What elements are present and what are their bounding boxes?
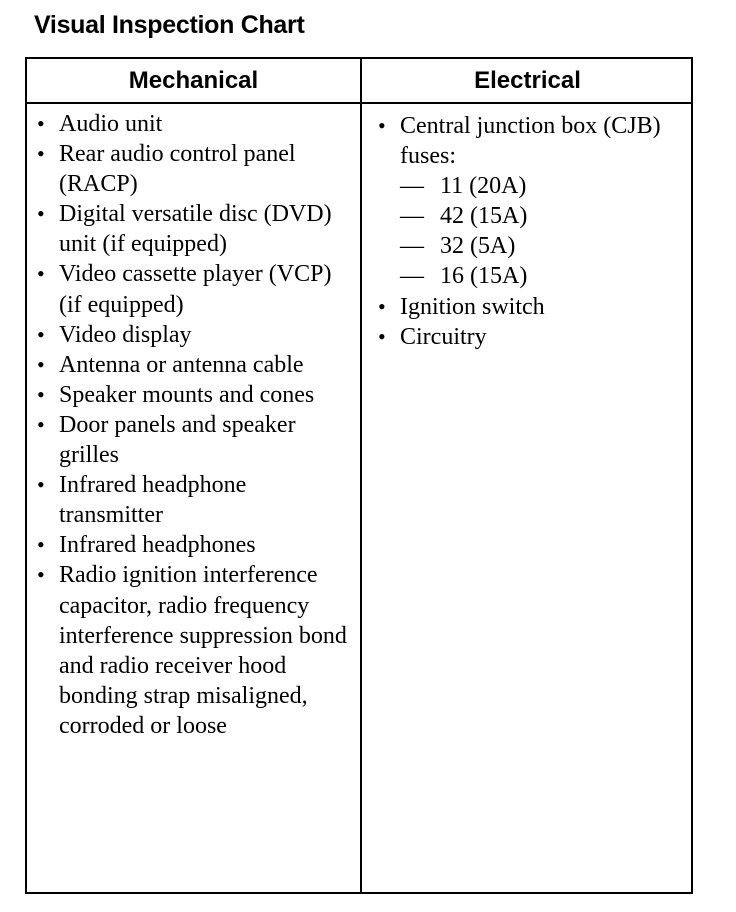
- bullet-icon: •: [37, 532, 45, 558]
- mechanical-item-text: Speaker mounts and cones: [59, 381, 315, 408]
- list-item: [33, 530, 355, 560]
- mechanical-item-text: Door panels and speaker grilles: [59, 411, 296, 469]
- electrical-item-text: Ignition switch: [400, 293, 545, 320]
- dash-icon: —: [400, 173, 424, 200]
- bullet-icon: •: [37, 351, 45, 377]
- bullet-icon: •: [37, 201, 45, 227]
- list-item: [374, 111, 690, 292]
- header-divider: [27, 102, 691, 104]
- mechanical-item-text: Infrared headphones: [59, 532, 256, 559]
- list-item: [33, 470, 355, 530]
- electrical-list: [374, 111, 690, 352]
- bullet-icon: •: [37, 411, 45, 437]
- bullet-icon: •: [37, 261, 45, 287]
- list-item: [33, 109, 355, 139]
- column-divider: [360, 59, 362, 892]
- mechanical-item-text: Audio unit: [59, 111, 163, 137]
- list-item: [33, 199, 355, 259]
- list-item: [33, 350, 355, 380]
- list-item: [33, 380, 355, 410]
- bullet-icon: •: [37, 472, 45, 498]
- bullet-icon: •: [378, 323, 386, 349]
- inspection-table: [25, 57, 693, 894]
- fuse-item: [400, 231, 690, 261]
- mechanical-item-text: Digital versatile disc (DVD) unit (if equipped): [59, 201, 332, 258]
- fuse-item-text: 42 (15A): [440, 203, 528, 230]
- list-item: [374, 322, 690, 352]
- bullet-icon: •: [37, 381, 45, 407]
- dash-icon: —: [400, 233, 424, 260]
- fuse-list: [400, 171, 690, 291]
- bullet-icon: •: [378, 113, 386, 138]
- mechanical-item-text: Infrared headphone transmitter: [59, 472, 247, 529]
- fuse-item-text: 16 (15A): [440, 263, 528, 290]
- chart-title: Visual Inspection Chart: [34, 11, 305, 39]
- fuse-item-text: 11 (20A): [440, 173, 527, 200]
- list-item: [33, 320, 355, 350]
- electrical-column-header: Electrical: [474, 67, 581, 94]
- mechanical-item-text: Video display: [59, 321, 192, 348]
- bullet-icon: •: [37, 111, 45, 136]
- list-item: [33, 410, 355, 470]
- list-item: [374, 292, 690, 322]
- bullet-icon: •: [37, 321, 45, 347]
- fuse-item: [400, 171, 690, 201]
- mechanical-item-text: Rear audio control panel (RACP): [59, 141, 296, 198]
- list-item: [33, 560, 355, 741]
- mechanical-item-text: Video cassette player (VCP) (if equipped): [59, 261, 332, 318]
- dash-icon: —: [400, 203, 424, 230]
- bullet-icon: •: [378, 293, 386, 319]
- mechanical-column-header: Mechanical: [128, 67, 259, 94]
- bullet-icon: •: [37, 141, 45, 167]
- mechanical-list: [33, 109, 355, 741]
- dash-icon: —: [400, 263, 424, 290]
- electrical-item-text: Central junction box (CJB) fuses:: [400, 113, 661, 170]
- electrical-item-text: Circuitry: [400, 323, 487, 350]
- mechanical-item-text: Antenna or antenna cable: [59, 351, 304, 378]
- fuse-item-text: 32 (5A): [440, 233, 516, 260]
- mechanical-item-text: Radio ignition interference capacitor, radio frequency interference suppression bond and radio receiver hood bonding strap misaligned, corroded or loose: [59, 562, 347, 739]
- bullet-icon: •: [37, 562, 45, 588]
- list-item: [33, 139, 355, 199]
- list-item: [33, 259, 355, 319]
- fuse-item: [400, 261, 690, 291]
- fuse-item: [400, 201, 690, 231]
